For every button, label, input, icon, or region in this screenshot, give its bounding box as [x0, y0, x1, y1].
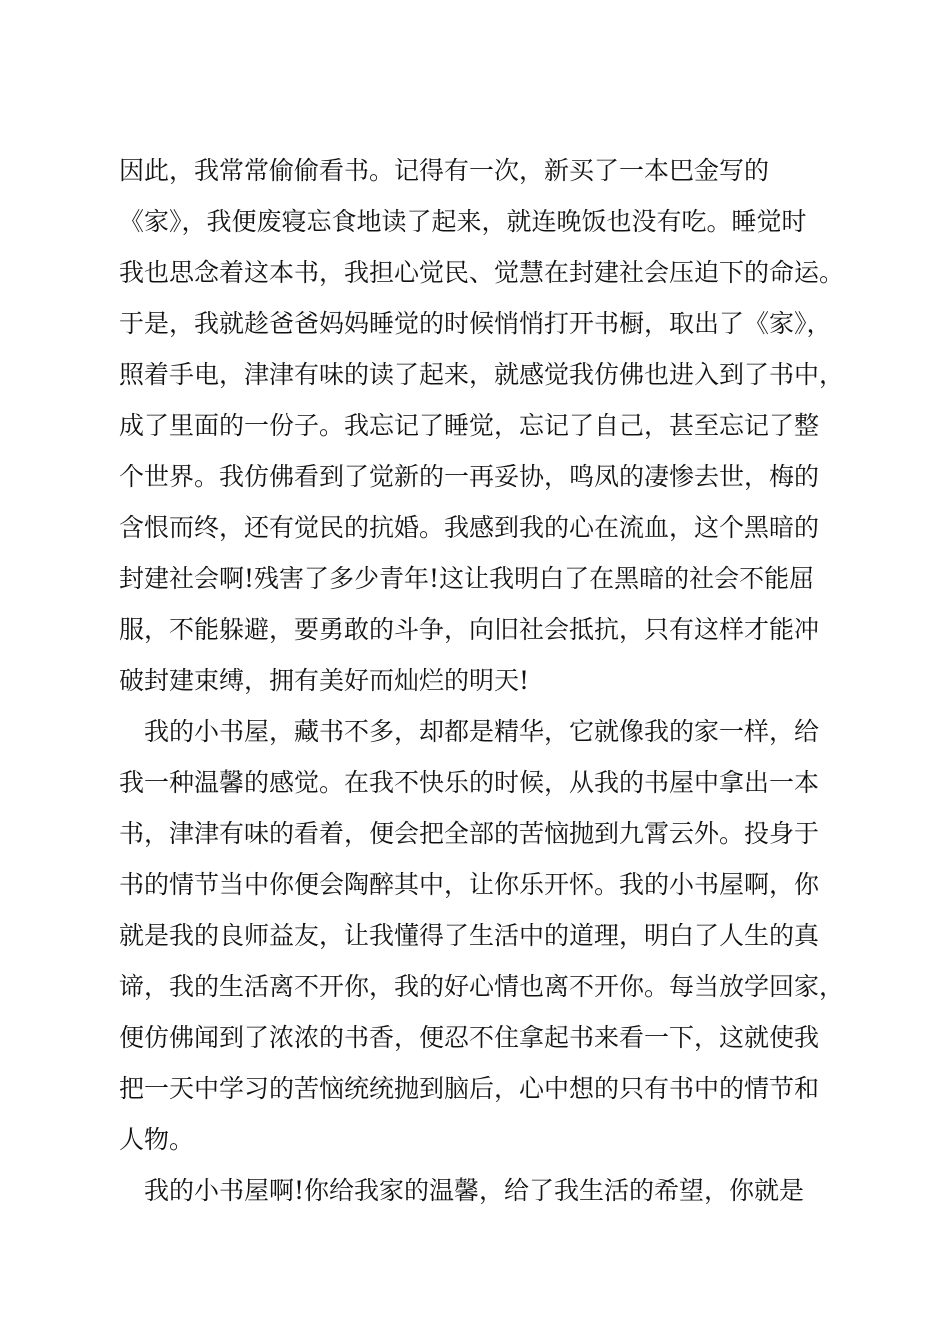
body-text — [119, 145, 845, 1216]
paragraph-start-line: 我的小书屋啊!你给我家的温馨，给了我生活的希望，你就是 — [144, 1176, 805, 1205]
text-line: 照着手电，津津有味的读了起来，就感觉我仿佛也进入到了书中， — [119, 360, 845, 389]
text-line: 书，津津有味的看着，便会把全部的苦恼抛到九霄云外。投身于 — [119, 819, 820, 848]
text-line: 个世界。我仿佛看到了觉新的一再妥协，鸣凤的凄惨去世，梅的 — [119, 462, 820, 491]
text-line: 谛，我的生活离不开你，我的好心情也离不开你。每当放学回家， — [119, 972, 845, 1001]
text-line: 便仿佛闻到了浓浓的书香，便忍不住拿起书来看一下，这就使我 — [119, 1023, 820, 1052]
text-line: 成了里面的一份子。我忘记了睡觉，忘记了自己，甚至忘记了整 — [119, 411, 820, 440]
text-line: 于是，我就趁爸爸妈妈睡觉的时候悄悄打开书橱，取出了《家》， — [119, 309, 832, 338]
text-line: 《家》，我便废寝忘食地读了起来，就连晚饭也没有吃。睡觉时 — [119, 207, 807, 236]
text-line: 我也思念着这本书，我担心觉民、觉慧在封建社会压迫下的命运。 — [119, 258, 845, 287]
text-line: 封建社会啊!残害了多少青年!这让我明白了在黑暗的社会不能屈 — [119, 564, 815, 593]
text-line: 书的情节当中你便会陶醉其中，让你乐开怀。我的小书屋啊，你 — [119, 870, 820, 899]
text-line: 因此，我常常偷偷看书。记得有一次，新买了一本巴金写的 — [119, 156, 770, 185]
paragraph-start-line: 我的小书屋，藏书不多，却都是精华，它就像我的家一样，给 — [144, 717, 820, 746]
text-line: 把一天中学习的苦恼统统抛到脑后，心中想的只有书中的情节和 — [119, 1074, 820, 1103]
text-line: 就是我的良师益友，让我懂得了生活中的道理，明白了人生的真 — [119, 921, 820, 950]
text-line: 我一种温馨的感觉。在我不快乐的时候，从我的书屋中拿出一本 — [119, 768, 820, 797]
text-line: 含恨而终，还有觉民的抗婚。我感到我的心在流血，这个黑暗的 — [119, 513, 820, 542]
text-line: 服，不能躲避，要勇敢的斗争，向旧社会抵抗，只有这样才能冲 — [119, 615, 820, 644]
text-line: 破封建束缚，拥有美好而灿烂的明天! — [119, 666, 530, 695]
text-line: 人物。 — [119, 1125, 195, 1154]
